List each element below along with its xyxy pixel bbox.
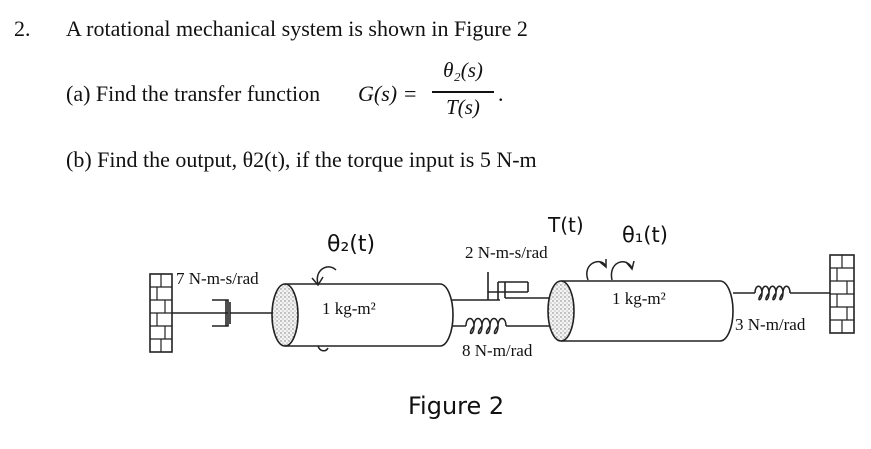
middle-spring <box>452 319 552 334</box>
left-wall <box>150 274 172 352</box>
right-wall <box>830 255 854 333</box>
middle-damper <box>452 272 555 300</box>
part-a-lhs: G(s) = <box>358 81 418 106</box>
figure-caption: Figure 2 <box>408 392 505 420</box>
fraction-denominator: T(s) <box>446 95 480 119</box>
part-a-prefix: (a) Find the transfer function <box>66 81 321 106</box>
right-spring-label: 3 N-m/rad <box>735 315 806 334</box>
problem-number: 2. <box>14 16 31 41</box>
middle-spring-label: 8 N-m/rad <box>462 341 533 360</box>
theta2-handwritten-label: θ₂(t) <box>327 232 376 257</box>
torque-handwritten-label: T(t) <box>548 213 584 237</box>
inertia-left-label: 1 kg-m² <box>322 299 376 318</box>
theta1-rotation-arrow <box>587 259 634 280</box>
part-b: (b) Find the output, θ2(t), if the torque input is 5 N-m <box>66 147 537 172</box>
part-a-suffix: . <box>498 81 504 106</box>
left-damper-label: 7 N-m-s/rad <box>176 269 259 288</box>
right-spring <box>733 286 830 300</box>
inertia-right-label: 1 kg-m² <box>612 289 666 308</box>
theta1-handwritten-label: θ₁(t) <box>622 223 668 247</box>
left-damper <box>172 300 277 326</box>
problem-intro: A rotational mechanical system is shown in Figure 2 <box>66 16 528 41</box>
middle-damper-label: 2 N-m-s/rad <box>465 243 548 262</box>
fraction-numerator: θ₂(s) <box>443 58 483 82</box>
